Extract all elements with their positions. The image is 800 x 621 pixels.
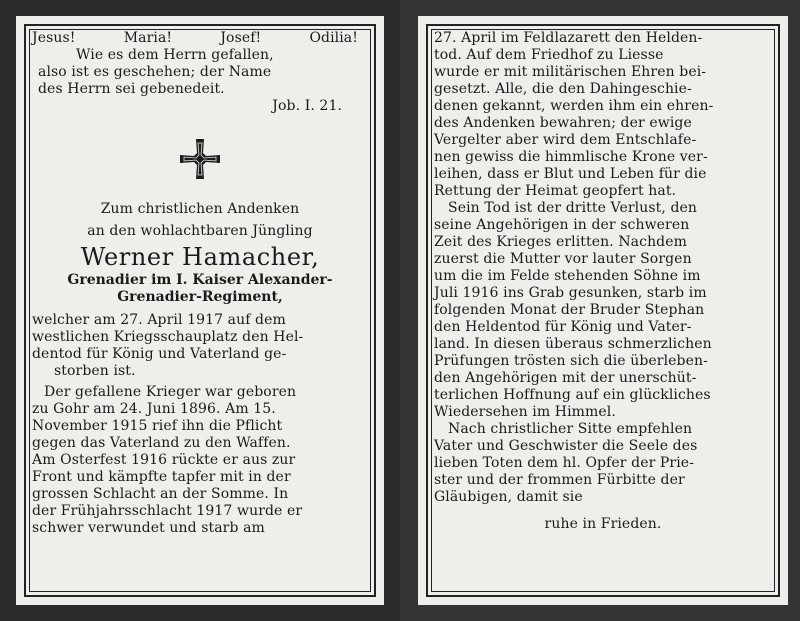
text-line: Der gefallene Krieger war geboren — [44, 384, 297, 400]
text-line: den Angehörigen mit der unerschüt- — [434, 370, 697, 386]
text-line: folgenden Monat der Bruder Stephan — [434, 302, 705, 318]
text-line: westlichen Kriegsschauplatz den Hel- — [32, 329, 304, 345]
text-line: Sein Tod ist der dritte Verlust, den — [448, 200, 698, 216]
dedication-line: an den wohlachtbaren Jüngling — [87, 223, 313, 239]
invocation-jesus: Jesus! — [32, 30, 76, 46]
text-line: leihen, dass er Blut und Leben für die — [434, 166, 707, 182]
text-line: um die im Felde stehenden Söhne im — [434, 268, 701, 284]
verse-line: des Herrn sei gebenedeit. — [38, 81, 225, 97]
family-loss-paragraph — [434, 200, 772, 421]
text-line: denen gekannt, werden ihm ein ehren- — [434, 98, 714, 114]
military-rank: Grenadier-Regiment, — [117, 289, 283, 305]
text-line: gegen das Vaterland zu den Waffen. — [32, 435, 291, 451]
text-line: Prüfungen trösten sich die überleben- — [434, 353, 708, 369]
text-line: seine Angehörigen in der schweren — [434, 217, 690, 233]
text-line: Am Osterfest 1916 rückte er aus zur — [32, 452, 296, 468]
burial-paragraph — [434, 30, 772, 200]
text-line: storben ist. — [54, 363, 136, 379]
text-line: der Frühjahrsschlacht 1917 wurde er — [32, 503, 303, 519]
text-line: terlichen Hoffnung auf ein glückliches — [434, 387, 711, 403]
text-line: Vater und Geschwister die Seele des — [434, 438, 698, 454]
text-line: Juli 1916 ins Grab gesunken, starb im — [434, 285, 707, 301]
right-card — [400, 0, 800, 621]
closing-line: ruhe in Frieden. — [544, 516, 662, 532]
text-line: schwer verwundet und starb am — [32, 520, 265, 536]
invocation-odilia: Odilia! — [309, 30, 358, 46]
left-page — [16, 16, 384, 605]
right-content — [434, 30, 772, 591]
text-line: Wiedersehen im Himmel. — [434, 404, 616, 420]
military-rank: Grenadier im I. Kaiser Alexander- — [67, 272, 333, 288]
verse-reference: Job. I. 21. — [272, 98, 342, 114]
text-line: welcher am 27. April 1917 auf dem — [32, 312, 286, 328]
text-line: land. In diesen überaus schmerzlichen — [434, 336, 712, 352]
text-line: des Andenken bewahren; der ewige — [434, 115, 692, 131]
text-line: grossen Schlacht an der Somme. In — [32, 486, 289, 502]
text-line: Front und kämpfte tapfer mit in der — [32, 469, 291, 485]
verse-line: Wie es dem Herrn gefallen, — [76, 47, 274, 63]
left-card — [0, 0, 392, 621]
text-line: gesetzt. Alle, die den Dahingeschie- — [434, 81, 692, 97]
invocation-josef: Josef! — [220, 30, 262, 46]
text-line: wurde er mit militärischen Ehren bei- — [434, 64, 707, 80]
text-line: ster und der frommen Fürbitte der — [434, 472, 685, 488]
text-line: November 1915 rief ihn die Pflicht — [32, 418, 283, 434]
right-page — [418, 16, 788, 605]
death-paragraph — [32, 312, 368, 380]
invocation-maria: Maria! — [123, 30, 173, 46]
text-line: Vergelter aber wird dem Entschlafe- — [434, 132, 697, 148]
text-line: Gläubigen, damit sie — [434, 489, 583, 505]
commendation-paragraph — [434, 421, 772, 506]
text-line: lieben Toten dem hl. Opfer der Prie- — [434, 455, 695, 471]
text-line: zuerst die Mutter vor lauter Sorgen — [434, 251, 692, 267]
iron-cross-icon — [178, 137, 222, 181]
left-content — [32, 30, 368, 591]
text-line: tod. Auf dem Friedhof zu Liesse — [434, 47, 664, 63]
text-line: 27. April im Feldlazarett den Helden- — [434, 30, 703, 46]
text-line: Rettung der Heimat geopfert hat. — [434, 183, 677, 199]
text-line: nen gewiss die himmlische Krone ver- — [434, 149, 708, 165]
text-line: dentod für König und Vaterland ge- — [32, 346, 287, 362]
dedication-line: Zum christlichen Andenken — [100, 201, 300, 217]
text-line: Nach christlicher Sitte empfehlen — [448, 421, 693, 437]
text-line: zu Gohr am 24. Juni 1896. Am 15. — [32, 401, 276, 417]
text-line: Zeit des Krieges erlitten. Nachdem — [434, 234, 688, 250]
deceased-name: Werner Hamacher, — [80, 243, 320, 271]
verse-line: also ist es geschehen; der Name — [38, 64, 272, 80]
biography-paragraph — [32, 384, 368, 537]
text-line: den Heldentod für König und Vater- — [434, 319, 692, 335]
invocation-header — [32, 30, 368, 47]
